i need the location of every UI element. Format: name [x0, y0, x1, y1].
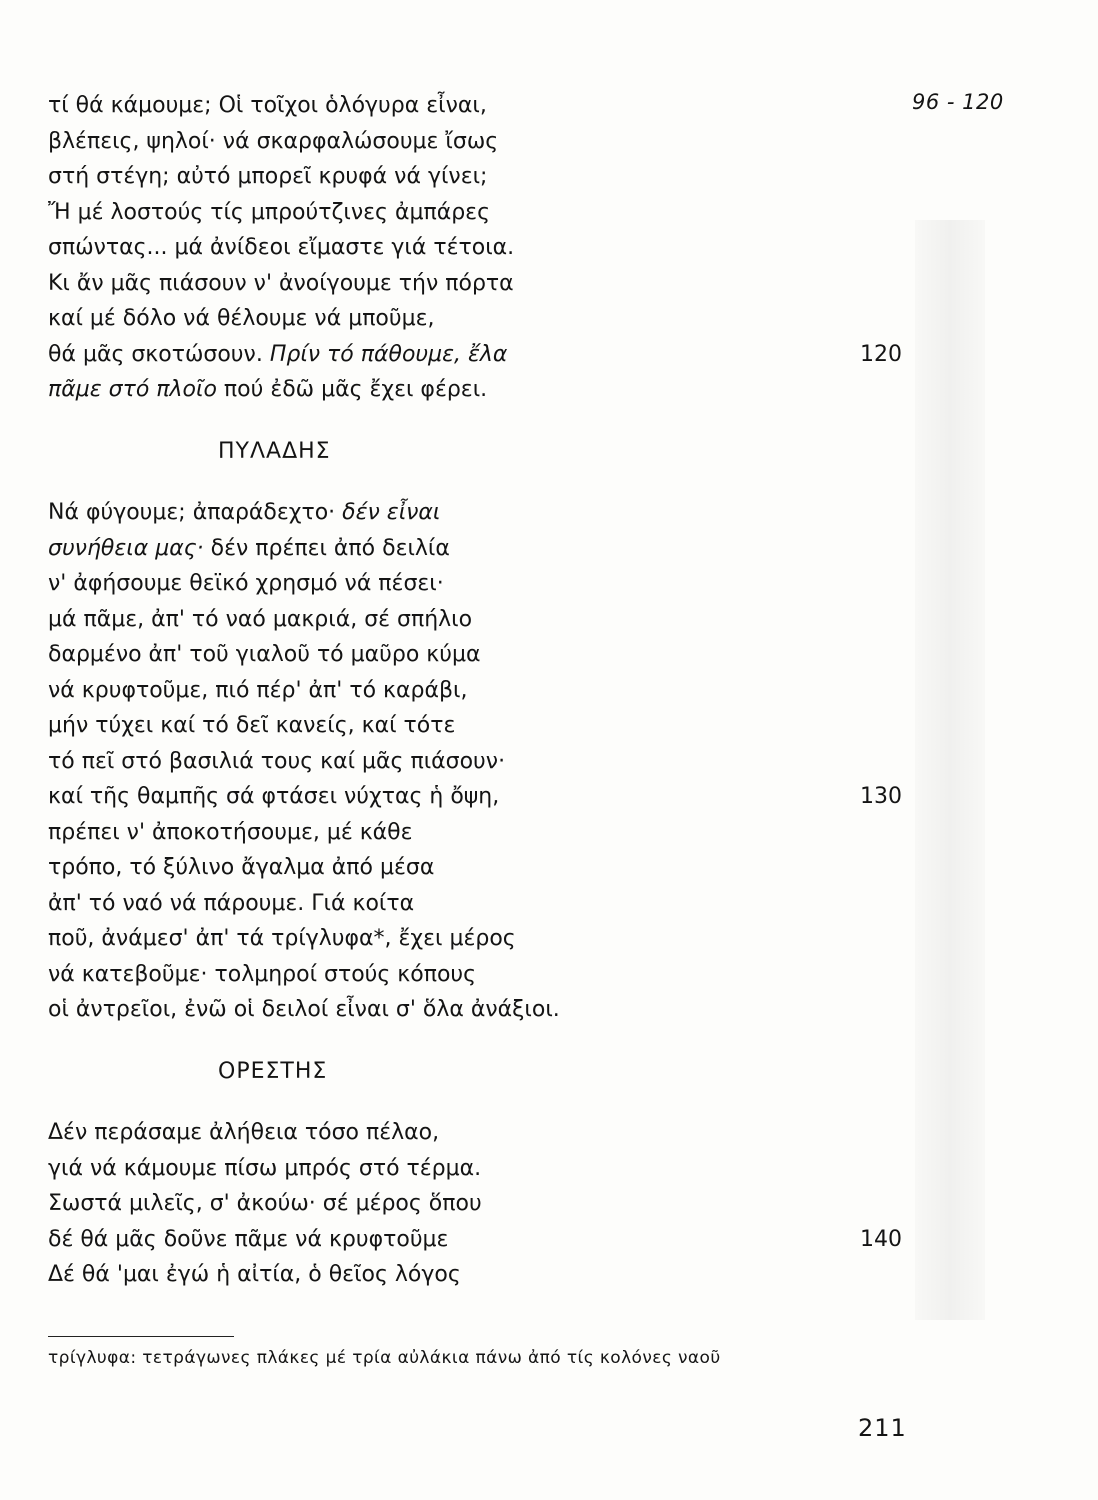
verse-text: σπώντας... μά ἀνίδεοι εἴμαστε γιά τέτοια. — [48, 235, 515, 260]
verse-line — [48, 495, 928, 531]
poem-text — [48, 88, 928, 1293]
verse-line — [48, 566, 928, 602]
speaker-pylades: ΠΥΛΑΔΗΣ — [218, 438, 331, 464]
verse-line — [48, 266, 928, 302]
verse-line — [48, 531, 928, 567]
footnote-rule — [48, 1336, 234, 1337]
verse-text: γιά νά κάμουμε πίσω μπρός στό τέρμα. — [48, 1155, 482, 1181]
verse-line — [48, 1257, 928, 1293]
verse-line — [48, 372, 928, 408]
verse-text: πρέπει ν' ἀποκοτήσουμε, μέ κάθε — [48, 819, 413, 845]
verse-text: καί τῆς θαμπῆς σά φτάσει νύχτας ἡ ὄψη, — [48, 784, 500, 809]
verse-line — [48, 301, 928, 337]
verse-line — [48, 708, 928, 744]
line-number: 140 — [860, 1226, 902, 1252]
verse-text-italic: συνήθεια μας· — [48, 535, 204, 561]
verse-line — [48, 815, 928, 851]
verse-text: θά μᾶς σκοτώσουν. — [48, 341, 270, 367]
verse-line — [48, 195, 928, 231]
verse-text: Σωστά μιλεῖς, σ' ἀκούω· σέ μέρος ὅπου — [48, 1191, 482, 1216]
verse-line — [48, 850, 928, 886]
verse-line — [48, 992, 928, 1028]
verse-line — [48, 88, 928, 124]
verse-text: δέ θά μᾶς δοῦνε πᾶμε νά κρυφτοῦμε — [48, 1226, 449, 1252]
verse-text-italic: πᾶμε στό πλοῖο — [48, 377, 217, 402]
verse-range: 96 - 120 — [912, 90, 1004, 114]
verse-line — [48, 673, 928, 709]
verse-text: μήν τύχει καί τό δεῖ κανείς, καί τότε — [48, 713, 456, 738]
verse-line — [48, 779, 928, 815]
verse-text: οἱ ἀντρεῖοι, ἐνῶ οἱ δειλοί εἶναι σ' ὅλα ἀνάξιοι. — [48, 997, 560, 1022]
speaker-orestes: ΟΡΕΣΤΗΣ — [218, 1058, 328, 1084]
verse-line — [48, 1186, 928, 1222]
verse-text: βλέπεις, ψηλοί· νά σκαρφαλώσουμε ἴσως — [48, 128, 499, 154]
verse-line — [48, 1151, 928, 1187]
verse-text: Δέ θά 'μαι ἐγώ ἡ αἰτία, ὁ θεῖος λόγος — [48, 1262, 461, 1287]
verse-line — [48, 230, 928, 266]
line-number: 120 — [860, 341, 902, 367]
verse-block-1 — [48, 88, 928, 408]
verse-line — [48, 159, 928, 195]
verse-text: ἀπ' τό ναό νά πάρουμε. Γιά κοίτα — [48, 890, 415, 916]
verse-line — [48, 1115, 928, 1151]
verse-line — [48, 744, 928, 780]
verse-text: πού ἐδῶ μᾶς ἔχει φέρει. — [216, 377, 488, 402]
verse-text: δέν πρέπει ἀπό δειλία — [203, 535, 450, 561]
verse-line — [48, 921, 928, 957]
verse-text: καί μέ δόλο νά θέλουμε νά μποῦμε, — [48, 306, 435, 331]
verse-text: τό πεῖ στό βασιλιά τους καί μᾶς πιάσουν· — [48, 748, 506, 774]
verse-line — [48, 1222, 928, 1258]
verse-line — [48, 337, 928, 373]
verse-text: στή στέγη; αὐτό μπορεῖ κρυφά νά γίνει; — [48, 164, 488, 189]
footnote: τρίγλυφα: τετράγωνες πλάκες μέ τρία αὐλάκια πάνω ἀπό τίς κολόνες ναοῦ — [48, 1348, 721, 1368]
verse-text-italic: δέν εἶναι — [342, 500, 441, 525]
verse-line — [48, 886, 928, 922]
verse-block-2 — [48, 495, 928, 1028]
verse-text: Κι ἄν μᾶς πιάσουν ν' ἀνοίγουμε τήν πόρτα — [48, 270, 514, 296]
page-number: 211 — [858, 1414, 907, 1442]
verse-text: νά κατεβοῦμε· τολμηροί στούς κόπους — [48, 961, 477, 987]
verse-text: Δέν περάσαμε ἀλήθεια τόσο πέλαο, — [48, 1120, 440, 1145]
line-number: 130 — [860, 784, 902, 809]
verse-line — [48, 637, 928, 673]
verse-text: νά κρυφτοῦμε, πιό πέρ' ἀπ' τό καράβι, — [48, 677, 468, 703]
verse-line — [48, 124, 928, 160]
verse-block-3 — [48, 1115, 928, 1293]
verse-text: δαρμένο ἀπ' τοῦ γιαλοῦ τό μαῦρο κύμα — [48, 642, 481, 667]
verse-text: μά πᾶμε, ἀπ' τό ναό μακριά, σέ σπήλιο — [48, 606, 473, 632]
verse-text: τρόπο, τό ξύλινο ἄγαλμα ἀπό μέσα — [48, 855, 435, 880]
verse-text-italic: Πρίν τό πάθουμε, ἔλα — [269, 341, 508, 367]
verse-text: Ἤ μέ λοστούς τίς μπρούτζινες ἀμπάρες — [48, 199, 490, 225]
verse-line — [48, 602, 928, 638]
verse-text: ν' ἀφήσουμε θεϊκό χρησμό νά πέσει· — [48, 571, 444, 596]
verse-text: τί θά κάμουμε; Οἱ τοῖχοι ὁλόγυρα εἶναι, — [48, 93, 487, 118]
verse-text: ποῦ, ἀνάμεσ' ἀπ' τά τρίγλυφα*, ἔχει μέρος — [48, 926, 516, 951]
verse-text: Νά φύγουμε; ἀπαράδεχτο· — [48, 500, 343, 525]
verse-line — [48, 957, 928, 993]
